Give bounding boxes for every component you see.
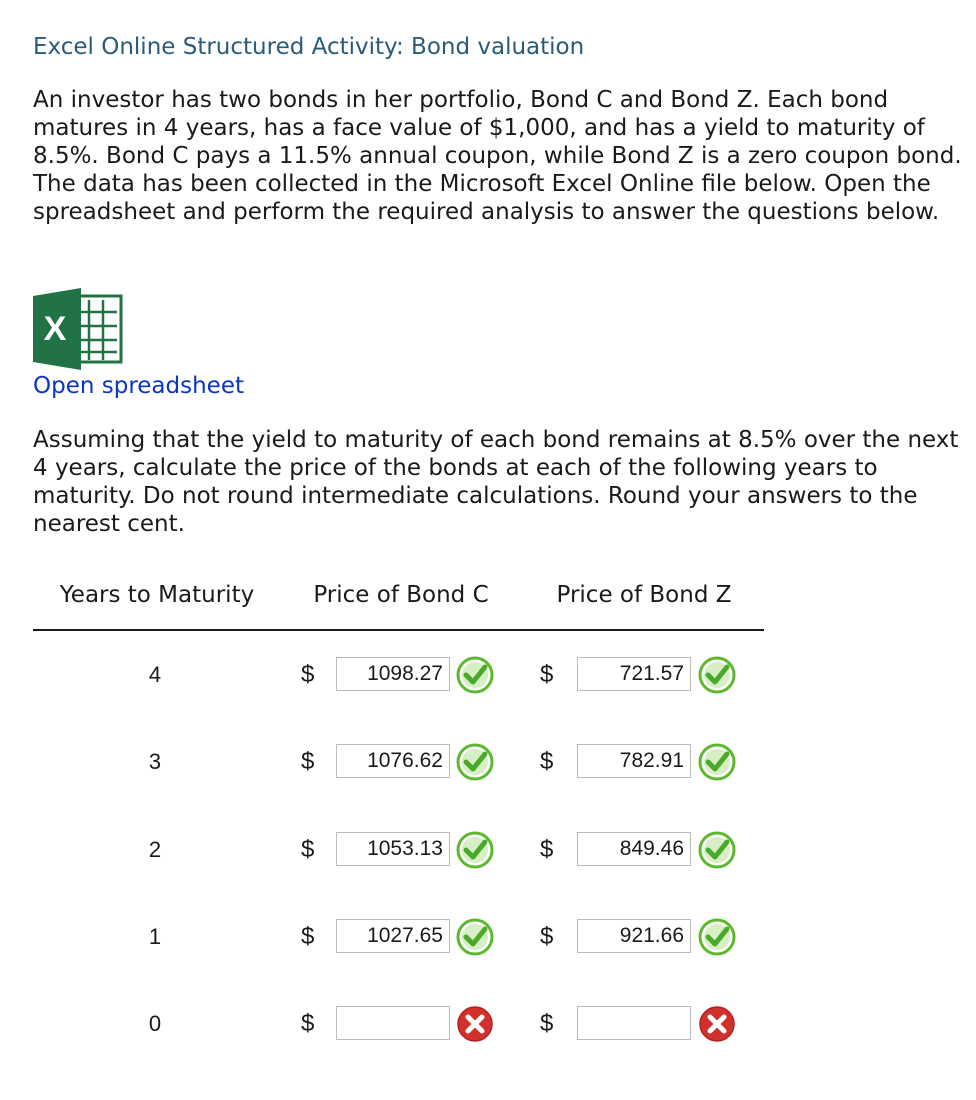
bond-c-price-input[interactable] xyxy=(336,1006,450,1040)
header-price-bond-c: Price of Bond C xyxy=(313,582,489,608)
years-cell: 2 xyxy=(148,837,162,862)
currency-symbol: $ xyxy=(540,923,554,950)
bond-z-price-input[interactable]: 721.57 xyxy=(577,657,691,691)
table-row xyxy=(0,830,976,870)
table-row xyxy=(0,917,976,957)
table-row xyxy=(0,1004,976,1044)
question-paragraph: Assuming that the yield to maturity of each bond remains at 8.5% over the next 4 years, calculate the price of the bonds at each of the following years to maturity. Do not round intermediate calculations. Round your answers to the nearest cent. xyxy=(33,427,959,537)
page-title: Excel Online Structured Activity: Bond valuation xyxy=(33,34,585,60)
currency-symbol: $ xyxy=(301,923,315,950)
bond-z-price-input[interactable]: 921.66 xyxy=(577,919,691,953)
currency-symbol: $ xyxy=(301,1010,315,1037)
bond-z-price-input[interactable]: 782.91 xyxy=(577,744,691,778)
bond-c-price-input[interactable]: 1076.62 xyxy=(336,744,450,778)
check-icon xyxy=(455,917,495,957)
check-icon xyxy=(697,917,737,957)
currency-symbol: $ xyxy=(540,836,554,863)
bond-c-price-input[interactable]: 1027.65 xyxy=(336,919,450,953)
bond-c-price-input[interactable]: 1053.13 xyxy=(336,832,450,866)
currency-symbol: $ xyxy=(301,836,315,863)
check-icon xyxy=(697,830,737,870)
header-price-bond-z: Price of Bond Z xyxy=(556,582,732,608)
currency-symbol: $ xyxy=(540,1010,554,1037)
check-icon xyxy=(697,742,737,782)
check-icon xyxy=(455,655,495,695)
currency-symbol: $ xyxy=(540,748,554,775)
check-icon xyxy=(455,742,495,782)
years-cell: 0 xyxy=(148,1011,162,1036)
bond-z-price-input[interactable] xyxy=(577,1006,691,1040)
open-spreadsheet-link[interactable]: Open spreadsheet xyxy=(33,373,244,399)
table-row xyxy=(0,742,976,782)
currency-symbol: $ xyxy=(540,661,554,688)
table-row xyxy=(0,655,976,695)
years-cell: 3 xyxy=(148,749,162,774)
bond-c-price-input[interactable]: 1098.27 xyxy=(336,657,450,691)
check-icon xyxy=(697,655,737,695)
header-years-to-maturity: Years to Maturity xyxy=(59,582,255,608)
intro-paragraph: An investor has two bonds in her portfolio, Bond C and Bond Z. Each bond matures in 4 years, has a face value of $1,000, and has a yield to maturity of 8.5%. Bond C pays a 11.5% annual coupon, while Bond Z is a zero coupon bond. The data has been collected in the Microsoft Excel Online file below. Open the spreadsheet and perform the required analysis to answer the questions below. xyxy=(33,87,962,225)
excel-icon[interactable] xyxy=(33,288,127,370)
excel-icon-letter: X xyxy=(43,310,67,348)
cross-icon xyxy=(455,1004,495,1044)
currency-symbol: $ xyxy=(301,748,315,775)
currency-symbol: $ xyxy=(301,661,315,688)
header-divider xyxy=(33,629,764,631)
check-icon xyxy=(455,830,495,870)
years-cell: 1 xyxy=(148,924,162,949)
years-cell: 4 xyxy=(148,662,162,687)
bond-z-price-input[interactable]: 849.46 xyxy=(577,832,691,866)
cross-icon xyxy=(697,1004,737,1044)
